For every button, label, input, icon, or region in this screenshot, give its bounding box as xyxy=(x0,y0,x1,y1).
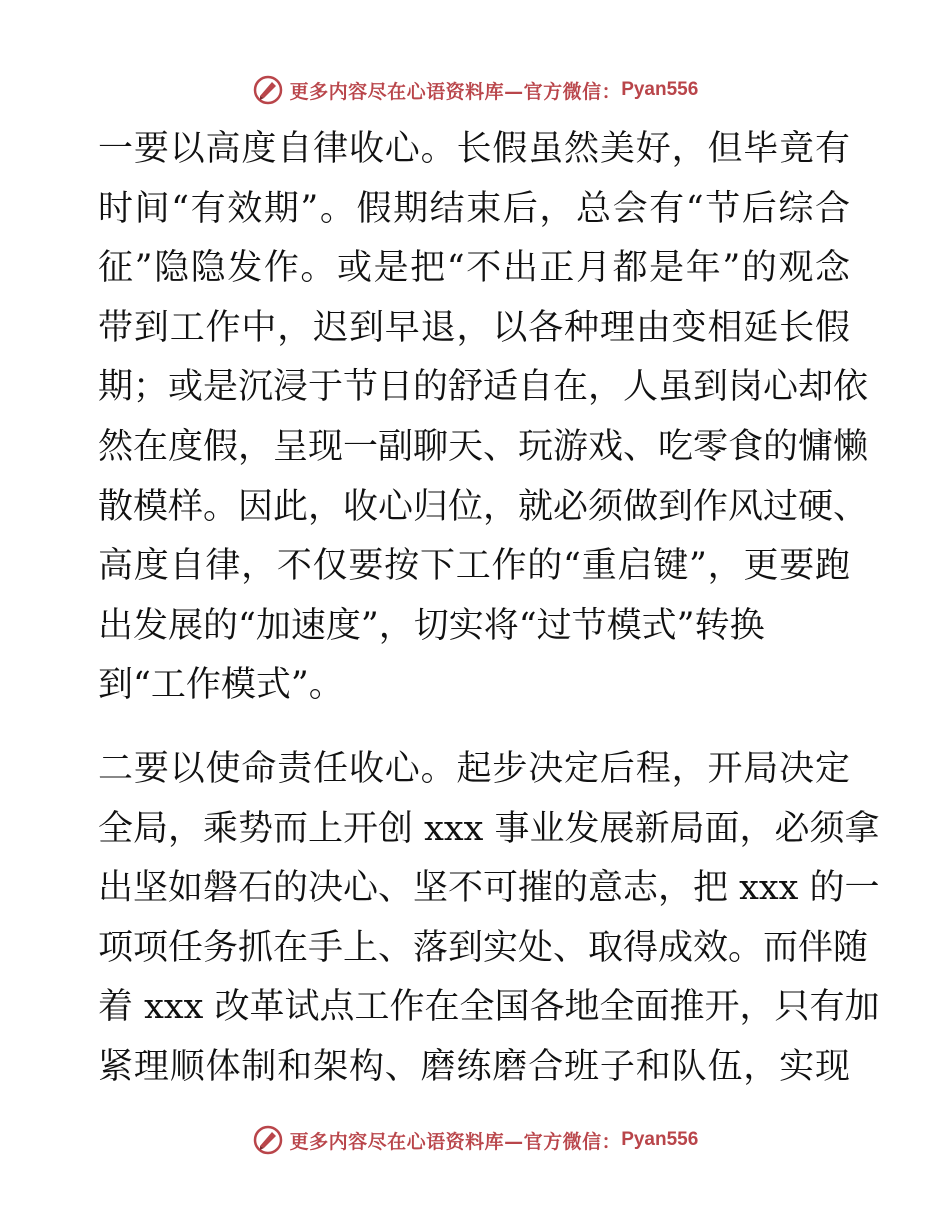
text-line: 着 xxx 改革试点工作在全国各地全面推开，只有加 xyxy=(98,987,880,1028)
text-line: 带到工作中，迟到早退，以各种理由变相延长假 xyxy=(98,307,850,348)
text-line: 然在度假，呈现一副聊天、玩游戏、吃零食的慵懒 xyxy=(98,426,869,467)
text-line: 高度自律，不仅要按下工作的“重启键”，更要跑 xyxy=(98,546,850,587)
text-line: 征”隐隐发作。或是把“不出正月都是年”的观念 xyxy=(98,248,850,289)
text-line: 一要以高度自律收心。长假虽然美好，但毕竟有 xyxy=(98,129,850,169)
text-line: 二要以使命责任收心。起步决定后程，开局决定 xyxy=(98,748,850,789)
document-body xyxy=(98,120,880,1098)
logo-icon xyxy=(252,74,284,106)
text-line: 出坚如磐石的决心、坚不可摧的意志，把 xxx 的一 xyxy=(98,868,880,909)
text-line: 时间“有效期”。假期结束后，总会有“节后综合 xyxy=(98,188,850,229)
banner-text: 更多内容尽在心语资料库—官方微信： xyxy=(289,1130,622,1153)
banner-text: 更多内容尽在心语资料库—官方微信： xyxy=(289,80,622,103)
text-line: 紧理顺体制和架构、磨练磨合班子和队伍，实现 xyxy=(98,1046,850,1087)
logo-icon xyxy=(252,1124,284,1156)
text-line: 到“工作模式”。 xyxy=(98,665,344,706)
text-line: 全局，乘势而上开创 xxx 事业发展新局面，必须拿 xyxy=(98,808,880,849)
text-line: 散模样。因此，收心归位，就必须做到作风过硬、 xyxy=(98,486,869,527)
text-line: 期；或是沉浸于节日的舒适自在，人虽到岗心却依 xyxy=(98,367,869,408)
paragraph-2 xyxy=(98,740,880,1098)
footer-banner xyxy=(0,1120,950,1160)
text-line: 项项任务抓在手上、落到实处、取得成效。而伴随 xyxy=(98,927,869,968)
paragraph-1 xyxy=(98,120,869,716)
banner-contact: Pyan556 xyxy=(621,1129,699,1150)
header-banner xyxy=(0,70,950,110)
banner-contact: Pyan556 xyxy=(621,79,699,100)
text-line: 出发展的“加速度”，切实将“过节模式”转换 xyxy=(98,605,765,646)
